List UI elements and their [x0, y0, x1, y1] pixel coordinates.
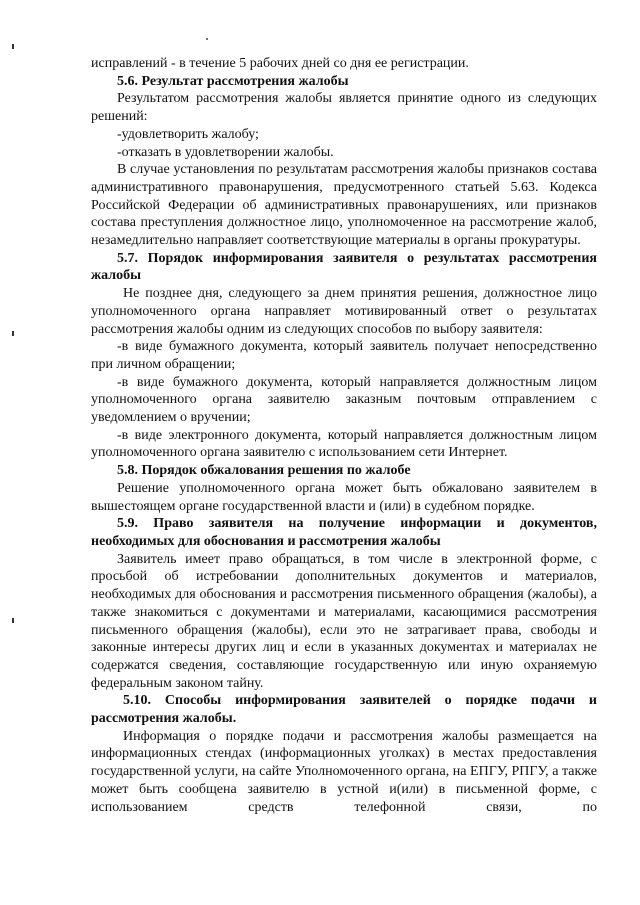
- section-5-10-heading: 5.10. Способы информирования заявителей о порядке подачи и рассмотрения жалобы.: [91, 693, 597, 727]
- section-5-7-paragraph: Не позднее дня, следующего за днем принятия решения, должностное лицо уполномоченного органа направляет мотивированный ответ о результатах рассмотрения жалобы одним из следующих способов по выбору заявителя:: [91, 286, 597, 337]
- section-5-7-item: -в виде электронного документа, который направляется должностным лицом уполномоченного органа заявителю с использованием сети Интернет.: [91, 427, 597, 461]
- section-5-9-paragraph: Заявитель имеет право обращаться, в том числе в электронной форме, с просьбой об истребовании дополнительных документов и материалов, необходимых для обоснования и рассмотрения письменного обращения (жалобы), а также знакомиться с документами и материалами, касающимися рассмотрения письменного обращения (жалобы), если это не затрагивает права, свободы и законные интересы других лиц и если в указанных документах и материалах не содержатся сведения, составляющие государственную или иную охраняемую федеральным законом тайну.: [91, 551, 597, 691]
- intro-line: исправлений - в течение 5 рабочих дней со дня ее регистрации.: [91, 56, 469, 71]
- section-5-8-paragraph: Решение уполномоченного органа может быть обжаловано заявителем в вышестоящем органе государственной власти и (или) в судебном порядке.: [91, 480, 597, 514]
- section-5-7-item: -в виде бумажного документа, который направляется должностным лицом уполномоченного органа заявителю заказным почтовым отправлением с уведомлением о вручении;: [91, 374, 597, 426]
- section-5-6-item: -отказать в удовлетворении жалобы.: [117, 144, 334, 160]
- document-body: [91, 55, 597, 816]
- scan-margin-mark: [12, 618, 14, 623]
- scan-margin-mark: [12, 44, 14, 49]
- section-5-6-paragraph: В случае установления по результатам рассмотрения жалобы признаков состава административного правонарушения, предусмотренного статьей 5.63. Кодекса Российской Федерации об административных правонарушениях, или признаков состава преступления должностное лицо, уполномоченное на рассмотрение жалоб, незамедлительно направляет соответствующие материалы в органы прокуратуры.: [91, 162, 597, 249]
- section-5-8-heading: 5.8. Порядок обжалования решения по жалобе: [117, 463, 411, 479]
- section-5-6-paragraph: Результатом рассмотрения жалобы является принятие одного из следующих решений:: [91, 91, 597, 125]
- section-5-9-heading: 5.9. Право заявителя на получение информации и документов, необходимых для обоснования и рассмотрения жалобы: [91, 516, 597, 549]
- scan-speck: [206, 38, 208, 40]
- section-5-7-heading: 5.7. Порядок информирования заявителя о результатах рассмотрения жалобы: [91, 250, 597, 284]
- section-5-6-heading: 5.6. Результат рассмотрения жалобы: [117, 73, 349, 89]
- scan-margin-mark: [12, 331, 14, 336]
- section-5-10-paragraph: Информация о порядке подачи и рассмотрения жалобы размещается на информационных стендах (информационных уголках) в местах предоставления государственной услуги, на сайте Уполномоченного органа, на ЕПГУ, РПГУ, а также может быть сообщена заявителю в устной и(или) в письменной форме, с использованием средств телефонной связи, по: [91, 728, 597, 815]
- section-5-6-item: -удовлетворить жалобу;: [117, 126, 259, 142]
- section-5-7-item: -в виде бумажного документа, который заявитель получает непосредственно при личном обращении;: [91, 339, 597, 372]
